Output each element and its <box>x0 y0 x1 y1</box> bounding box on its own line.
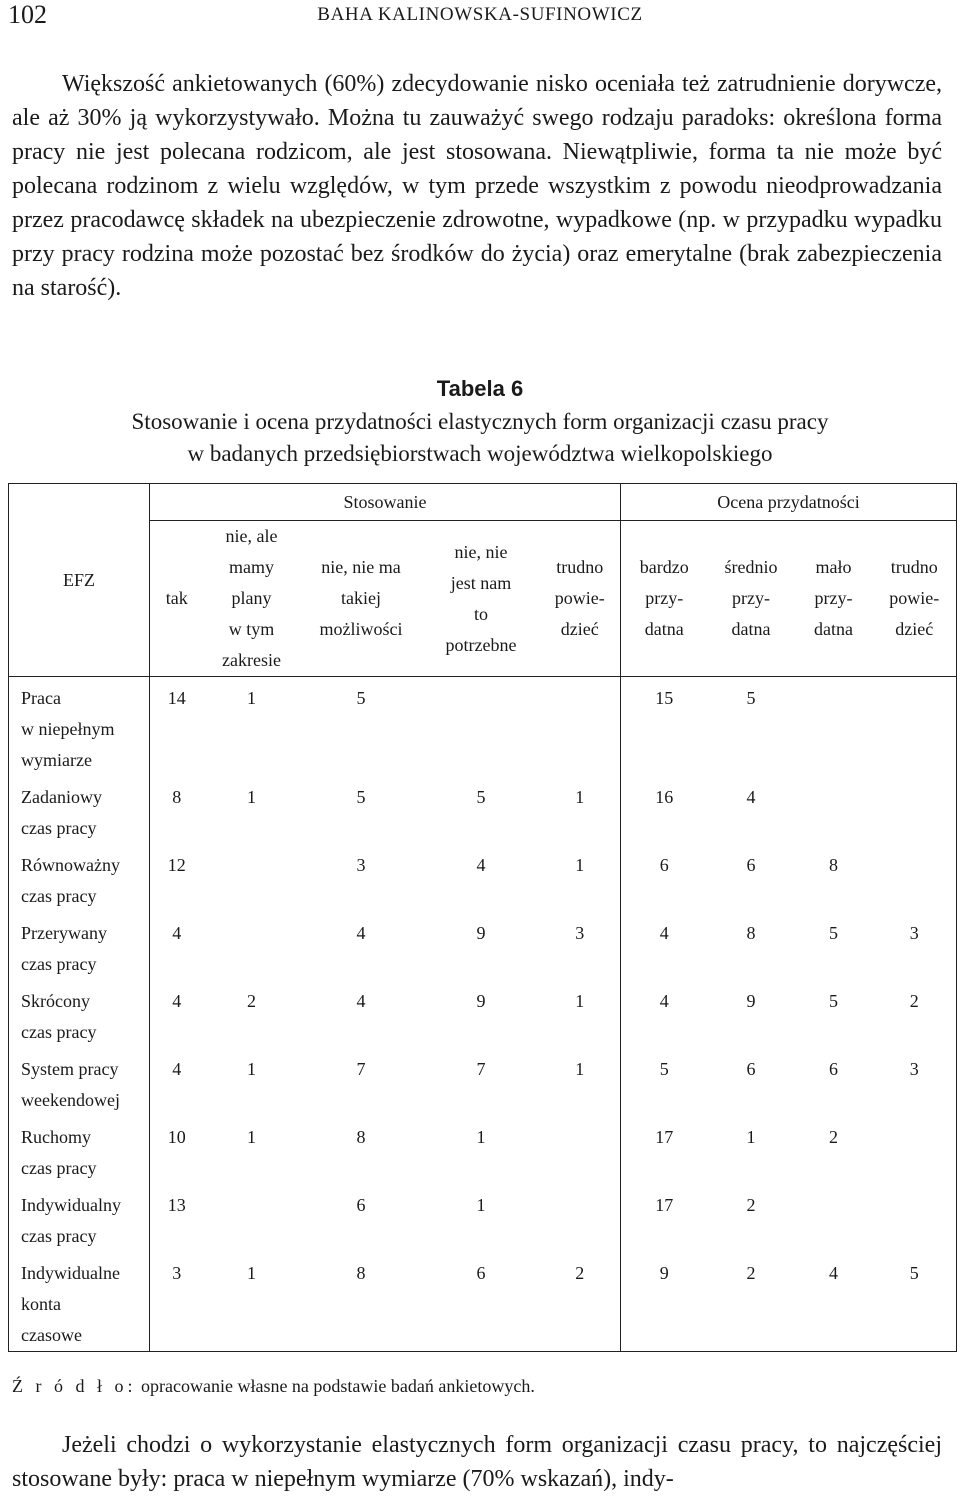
column-header <box>150 521 204 677</box>
table-cell: 4 <box>172 1059 182 1079</box>
table-cell: 8 <box>356 1127 366 1147</box>
table-cell: 2 <box>746 1195 756 1215</box>
column-header-line: jest nam <box>450 572 512 593</box>
column-header-line: powie- <box>554 588 605 608</box>
table-cell <box>204 844 300 912</box>
table-cell: 6 <box>746 1059 756 1079</box>
page-number: 102 <box>8 0 47 29</box>
data-table <box>8 483 957 1352</box>
row-label-line: czas pracy <box>21 1022 97 1042</box>
column-header-line: przy- <box>814 588 853 608</box>
table-cell: 1 <box>540 776 621 844</box>
table-cell: 6 <box>356 1195 366 1215</box>
row-label-line: czasowe <box>21 1325 82 1345</box>
table-cell: 8 <box>300 1252 423 1352</box>
table-cell: 7 <box>356 1059 366 1079</box>
column-header-line: dzieć <box>560 619 599 639</box>
table-cell: 4 <box>659 991 669 1011</box>
group-header-ocena: Ocena przydatności <box>621 484 957 521</box>
table-caption-line-1: Stosowanie i ocena przydatności elastycznych form organizacji czasu pracy <box>131 409 829 434</box>
row-label <box>9 912 150 980</box>
table-cell <box>423 677 540 777</box>
table-group-header-row <box>9 484 957 521</box>
table-cell: 8 <box>829 855 839 875</box>
table-cell: 1 <box>247 688 256 708</box>
table-cell: 9 <box>476 923 486 943</box>
table-cell: 5 <box>746 688 756 708</box>
table-cell: 5 <box>356 688 366 708</box>
table-cell: 8 <box>746 923 756 943</box>
table-cell: 5 <box>829 923 839 943</box>
table-cell <box>540 1184 621 1252</box>
row-label <box>9 1048 150 1116</box>
body-paragraph-1: Większość ankietowanych (60%) zdecydowanie nisko oceniała też zatrudnienie dorywcze, ale aż 30% ją wykorzystywało. Można tu zauważyć swego rodzaju paradoks: określona forma pracy nie jest polecana rodzicom, ale jest stosowana. Niewątpliwie, forma ta nie może być polecana rodzinom z wielu względów, w tym przede wszystkim z powodu nieodprowadzania przez pracodawcę składek na ubezpieczenie zdrowotne, wypadkowe (np. w przypadku wypadku przy pracy rodzina może pozostać bez środków do życia) oraz emerytalne (brak zabezpieczenia na starość). <box>12 71 942 301</box>
table-row <box>9 677 957 777</box>
table-cell: 2 <box>829 1127 839 1147</box>
table-cell: 2 <box>708 1252 795 1352</box>
table-cell: 3 <box>150 1252 204 1352</box>
row-label <box>9 1252 150 1352</box>
column-header-line: możliwości <box>319 619 403 639</box>
table-cell <box>873 1116 957 1184</box>
table-cell: 15 <box>655 688 674 708</box>
table-cell: 10 <box>167 1127 186 1147</box>
table-cell: 5 <box>659 1059 669 1079</box>
table-cell: 14 <box>167 688 186 708</box>
column-header-line: trudno <box>556 557 604 577</box>
table-cell: 9 <box>476 991 486 1011</box>
column-header-line: mało <box>815 557 852 577</box>
table-cell: 4 <box>795 1252 873 1352</box>
column-header-line: to <box>473 603 488 624</box>
table-cell: 13 <box>167 1195 186 1215</box>
column-header-line: zakresie <box>222 650 281 670</box>
column-header-line: powie- <box>889 588 940 608</box>
row-label-line: Zadaniowy <box>21 787 102 807</box>
column-header-line: średnio <box>724 557 778 577</box>
table-source-note <box>12 1376 535 1397</box>
row-label-line: konta <box>21 1294 61 1314</box>
table-cell: 4 <box>356 923 366 943</box>
table-cell: 1 <box>540 1048 621 1116</box>
table-cell: 3 <box>356 855 366 875</box>
row-label <box>9 1184 150 1252</box>
table-cell: 1 <box>540 980 621 1048</box>
table-title: Tabela 6 <box>436 376 524 401</box>
row-label-line: Indywidualne <box>21 1263 120 1283</box>
row-label-line: Przerywany <box>21 923 107 943</box>
table-cell: 4 <box>172 923 182 943</box>
table-cell: 4 <box>356 991 366 1011</box>
table-cell <box>873 844 957 912</box>
column-header <box>300 521 423 677</box>
column-header <box>795 521 873 677</box>
row-label-line: w niepełnym <box>21 719 115 739</box>
table-cell <box>795 1184 873 1252</box>
table-row <box>9 844 957 912</box>
table-cell: 6 <box>423 1252 540 1352</box>
table-cell: 17 <box>655 1195 674 1215</box>
row-label-line: wymiarze <box>21 750 92 770</box>
table-cell <box>204 1184 300 1252</box>
table-row <box>9 1184 957 1252</box>
table-cell <box>873 1184 957 1252</box>
table-cell: 1 <box>247 1127 256 1147</box>
column-header-line: nie, ale <box>225 526 278 546</box>
table-cell: 2 <box>247 991 256 1011</box>
source-prefix: Ź r ó d ł o: <box>12 1376 137 1396</box>
column-header-line: bardzo <box>639 557 689 577</box>
table-row <box>9 1252 957 1352</box>
row-label <box>9 1116 150 1184</box>
table-cell: 6 <box>829 1059 839 1079</box>
column-header-line: tak <box>165 588 188 608</box>
column-header <box>621 521 708 677</box>
source-text: opracowanie własne na podstawie badań ankietowych. <box>141 1376 535 1396</box>
column-header-line: datna <box>644 619 684 639</box>
column-header-line: potrzebne <box>445 634 517 655</box>
row-label <box>9 677 150 777</box>
table-cell: 9 <box>746 991 756 1011</box>
row-label-line: Indywidualny <box>21 1195 121 1215</box>
table-cell: 12 <box>167 855 186 875</box>
table-row <box>9 1116 957 1184</box>
table-cell: 1 <box>247 1059 256 1079</box>
column-header-line: takiej <box>341 588 381 608</box>
table-cell: 1 <box>204 1252 300 1352</box>
column-header <box>873 521 957 677</box>
column-header-line: datna <box>731 619 771 639</box>
table-cell: 1 <box>476 1195 486 1215</box>
row-label-line: System pracy <box>21 1059 119 1079</box>
row-label-line: czas pracy <box>21 886 97 906</box>
table-cell <box>873 776 957 844</box>
table-cell: 4 <box>172 991 182 1011</box>
row-label-line: czas pracy <box>21 1158 97 1178</box>
row-label-line: Równoważny <box>21 855 120 875</box>
column-header <box>540 521 621 677</box>
column-header-line: przy- <box>645 588 684 608</box>
column-header-line: nie, nie <box>454 541 508 562</box>
efz-header-cell <box>9 484 150 677</box>
table-cell <box>540 677 621 777</box>
table-cell <box>204 912 300 980</box>
table-cell: 1 <box>476 1127 486 1147</box>
row-label-line: czas pracy <box>21 954 97 974</box>
table-column-header-row <box>9 521 957 677</box>
table-cell: 6 <box>746 855 756 875</box>
column-header-line: w tym <box>228 619 275 639</box>
table-cell: 6 <box>659 855 669 875</box>
table-cell: 3 <box>873 912 957 980</box>
table-cell: 3 <box>540 912 621 980</box>
table-cell: 3 <box>873 1048 957 1116</box>
row-label <box>9 776 150 844</box>
table-cell: 5 <box>356 787 366 807</box>
column-header-line: nie, nie ma <box>321 557 401 577</box>
table-cell: 5 <box>829 991 839 1011</box>
row-label-line: Praca <box>21 688 61 708</box>
column-header <box>423 521 540 677</box>
table-cell: 4 <box>659 923 669 943</box>
table-cell: 5 <box>873 1252 957 1352</box>
column-header <box>204 521 300 677</box>
column-header-line: plany <box>231 588 272 608</box>
table-caption-line-2: w badanych przedsiębiorstwach województwa wielkopolskiego <box>187 441 773 466</box>
table-cell: 2 <box>873 980 957 1048</box>
table-cell: 1 <box>247 787 256 807</box>
running-head: BAHA KALINOWSKA-SUFINOWICZ <box>317 4 643 25</box>
column-header-line: przy- <box>732 588 770 608</box>
table-row <box>9 1048 957 1116</box>
group-header-stosowanie: Stosowanie <box>150 484 621 521</box>
table-cell: 8 <box>172 787 182 807</box>
table-cell: 4 <box>746 787 756 807</box>
table-cell: 16 <box>655 787 674 807</box>
table-cell: 2 <box>540 1252 621 1352</box>
table-cell <box>795 677 873 777</box>
table-row <box>9 980 957 1048</box>
table-cell: 9 <box>621 1252 708 1352</box>
row-label-line: czas pracy <box>21 1226 97 1246</box>
table-cell: 4 <box>476 855 486 875</box>
row-label-line: Ruchomy <box>21 1127 91 1147</box>
table-cell <box>795 776 873 844</box>
row-label <box>9 980 150 1048</box>
table-cell <box>540 1116 621 1184</box>
column-header <box>708 521 795 677</box>
column-header-line: dzieć <box>895 619 934 639</box>
column-header-line: trudno <box>890 557 938 577</box>
table-cell: 5 <box>476 787 486 807</box>
body-paragraph-2: Jeżeli chodzi o wykorzystanie elastycznych form organizacji czasu pracy, to najczęściej stosowane były: praca w niepełnym wymiarze (70% wskazań), indy- <box>12 1432 942 1492</box>
efz-header: EFZ <box>62 569 95 590</box>
table-caption <box>0 406 960 470</box>
table-cell: 7 <box>476 1059 486 1079</box>
table-cell: 1 <box>540 844 621 912</box>
table-row <box>9 912 957 980</box>
row-label-line: Skrócony <box>21 991 90 1011</box>
table-cell: 17 <box>655 1127 674 1147</box>
row-label-line: weekendowej <box>21 1090 120 1110</box>
table-row <box>9 776 957 844</box>
table-cell <box>873 677 957 777</box>
table-cell: 1 <box>746 1127 756 1147</box>
row-label <box>9 844 150 912</box>
row-label-line: czas pracy <box>21 818 97 838</box>
column-header-line: datna <box>814 619 853 639</box>
column-header-line: mamy <box>229 557 274 577</box>
